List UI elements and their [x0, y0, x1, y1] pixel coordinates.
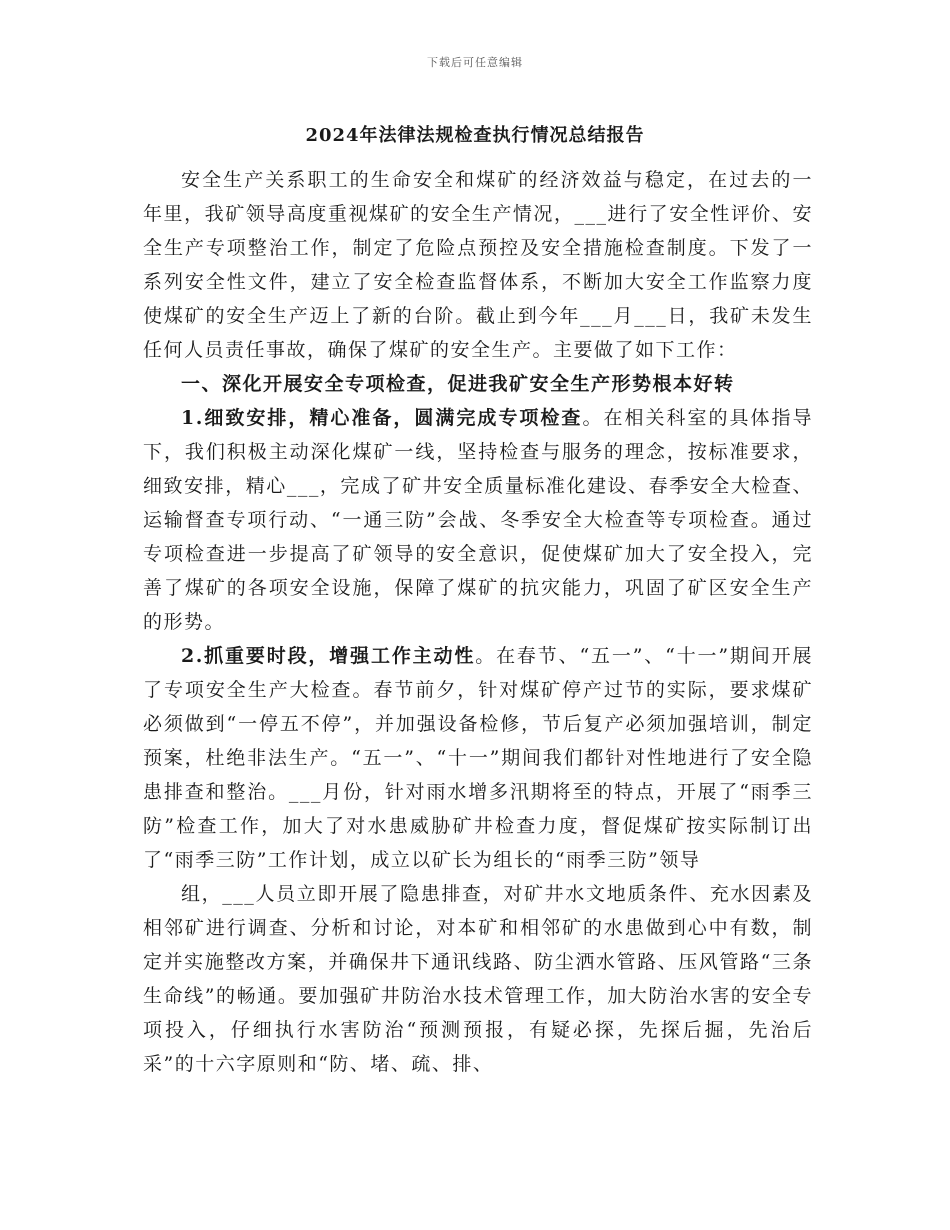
- page-header-note: 下载后可任意编辑: [427, 56, 523, 69]
- document-body: [143, 163, 813, 1081]
- item-paragraph-2: [143, 639, 813, 877]
- section-heading: 一、深化开展安全专项检查，促进我矿安全生产形势根本好转: [181, 373, 735, 395]
- item-paragraph-1: [143, 401, 813, 639]
- intro-paragraph: 安全生产关系职工的生命安全和煤矿的经济效益与稳定，在过去的一年里，我矿领导高度重视煤矿的安全生产情况，___进行了安全性评价、安全生产专项整治工作，制定了危险点预控及安全措施检查制度。下发了一系列安全性文件，建立了安全检查监督体系，不断加大安全工作监察力度使煤矿的安全生产迈上了新的台阶。截止到今年___月___日，我矿未发生任何人员责任事故，确保了煤矿的安全生产。主要做了如下工作：: [143, 169, 813, 361]
- item-lead-2: 2.抓重要时段，增强工作主动性: [181, 645, 476, 667]
- document-title: 2024年法律法规检查执行情况总结报告: [305, 125, 645, 146]
- item-body-2: 。在春节、“五一”、“十一”期间开展了专项安全生产大检查。春节前夕，针对煤矿停产过节的实际，要求煤矿必须做到“一停五不停”，并加强设备检修，节后复产必须加强培训，制定预案，杜绝非法生产。“五一”、“十一”期间我们都针对性地进行了安全隐患排查和整治。___月份，针对雨水增多汛期将至的特点，开展了“雨季三防”检查工作，加大了对水患威胁矿井检查力度，督促煤矿按实际制订出了“雨季三防”工作计划，成立以矿长为组长的“雨季三防”领导: [143, 645, 813, 871]
- item-lead-1: 1.细致安排，精心准备，圆满完成专项检查: [181, 407, 583, 429]
- item-body-1: 。在相关科室的具体指导下，我们积极主动深化煤矿一线，坚持检查与服务的理念，按标准要求，细致安排，精心___，完成了矿井安全质量标准化建设、春季安全大检查、运输督查专项行动、“一通三防”会战、冬季安全大检查等专项检查。通过专项检查进一步提高了矿领导的安全意识，促使煤矿加大了安全投入，完善了煤矿的各项安全设施，保障了煤矿的抗灾能力，巩固了矿区安全生产的形势。: [143, 407, 813, 633]
- continuation-paragraph: 组，___人员立即开展了隐患排查，对矿井水文地质条件、充水因素及相邻矿进行调查、分析和讨论，对本矿和相邻矿的水患做到心中有数，制定并实施整改方案，并确保井下通讯线路、防尘洒水管路、压风管路“三条生命线”的畅通。要加强矿井防治水技术管理工作，加大防治水害的安全专项投入，仔细执行水害防治“预测预报，有疑必探，先探后掘，先治后采”的十六字原则和“防、堵、疏、排、: [143, 883, 813, 1075]
